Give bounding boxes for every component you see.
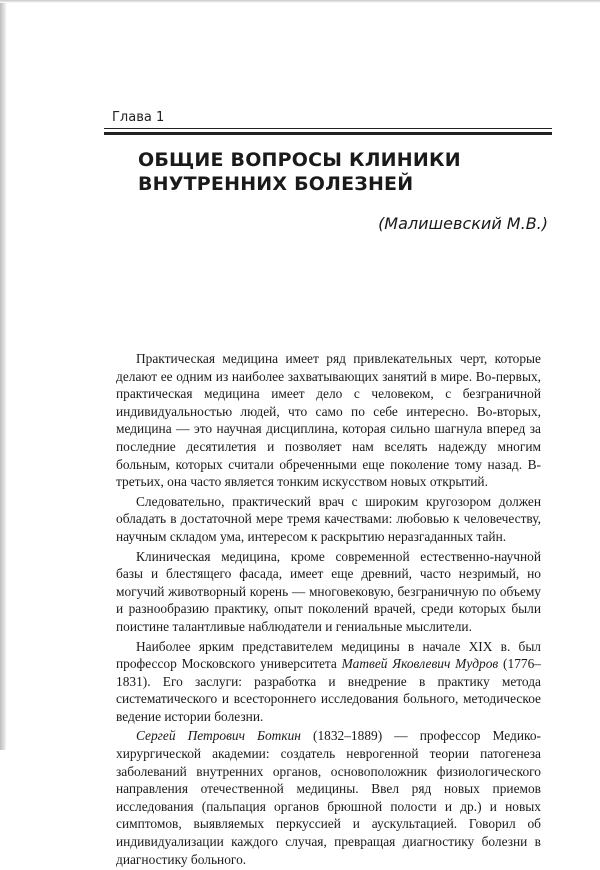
paragraph-4-text-a: Наиболее ярким представителем медицины в начале XIX в. был профессор Московского университета xyxy=(116,638,541,672)
paragraph-5-text-b: (1832–1889) — профессор Медико-хирургической академии: создатель неврогенной теории патогенеза заболеваний внутренних органов, основоположник физиологического направления отечественной медицины. Ввел ряд новых приемов исследования (пальпация органов брюшной полости и др.) и новых симптомов, выявляемых перкуссией и аускультацией. Говорил об индивидуализации каждого случая, превращая диагностику болезни в диагностику больного. xyxy=(116,728,541,867)
paragraph-4 xyxy=(116,638,541,726)
paragraph-2: Следовательно, практический врач с широким кругозором должен обладать в достаточной мере тремя качествами: любовью к человечеству, научным складом ума, интересом к раскрытию неразгаданных тайн. xyxy=(116,493,541,544)
chapter-title-line-1: ОБЩИЕ ВОПРОСЫ КЛИНИКИ xyxy=(138,149,461,171)
paragraph-1: Практическая медицина имеет ряд привлекательных черт, которые делают ее одним из наиболее захватывающих занятий в мире. Во-первых, практическая медицина имеет дело с человеком, с безграничной индивидуальностью людей, что само по себе интересно. Во-вторых, медицина — это научная дисциплина, которая сильно шагнула вперед за последние десятилетия и позволяет нам вселять надежду многим больным, которых считали обреченными еще поколение тому назад. В-третьих, она часто является тонким искусством новых открытий. xyxy=(116,351,541,490)
page-edge-shadow xyxy=(0,0,6,750)
paragraph-5 xyxy=(116,727,541,868)
chapter-title-line-2: ВНУТРЕННИХ БОЛЕЗНЕЙ xyxy=(138,173,414,195)
chapter-rule xyxy=(104,128,552,135)
chapter-label: Глава 1 xyxy=(112,110,165,125)
chapter-header xyxy=(104,110,552,135)
chapter-author: (Малишевский М.В.) xyxy=(378,214,548,233)
chapter-title xyxy=(138,148,558,196)
body-text xyxy=(116,350,541,870)
paragraph-3: Клиническая медицина, кроме современной естественно-научной базы и блестящего фасада, имеет еще древний, часто незримый, но могучий животворный корень — многовековую, безграничную по объему и разнообразию практику, опыт поколений врачей, среди которых были поистине талантливые наблюдатели и гениальные мыслители. xyxy=(116,548,541,634)
person-name-mudrov: Матвей Яковлевич Мудров xyxy=(341,656,499,672)
page-top-shadow xyxy=(0,0,600,3)
person-name-botkin: Сергей Петрович Боткин xyxy=(136,728,301,744)
paragraph-4-text-b: (1776–1831). Его заслуги: разработка и внедрение в практику метода систематического и всестороннего исследования больного, методическое ведение истории болезни. xyxy=(116,656,541,724)
